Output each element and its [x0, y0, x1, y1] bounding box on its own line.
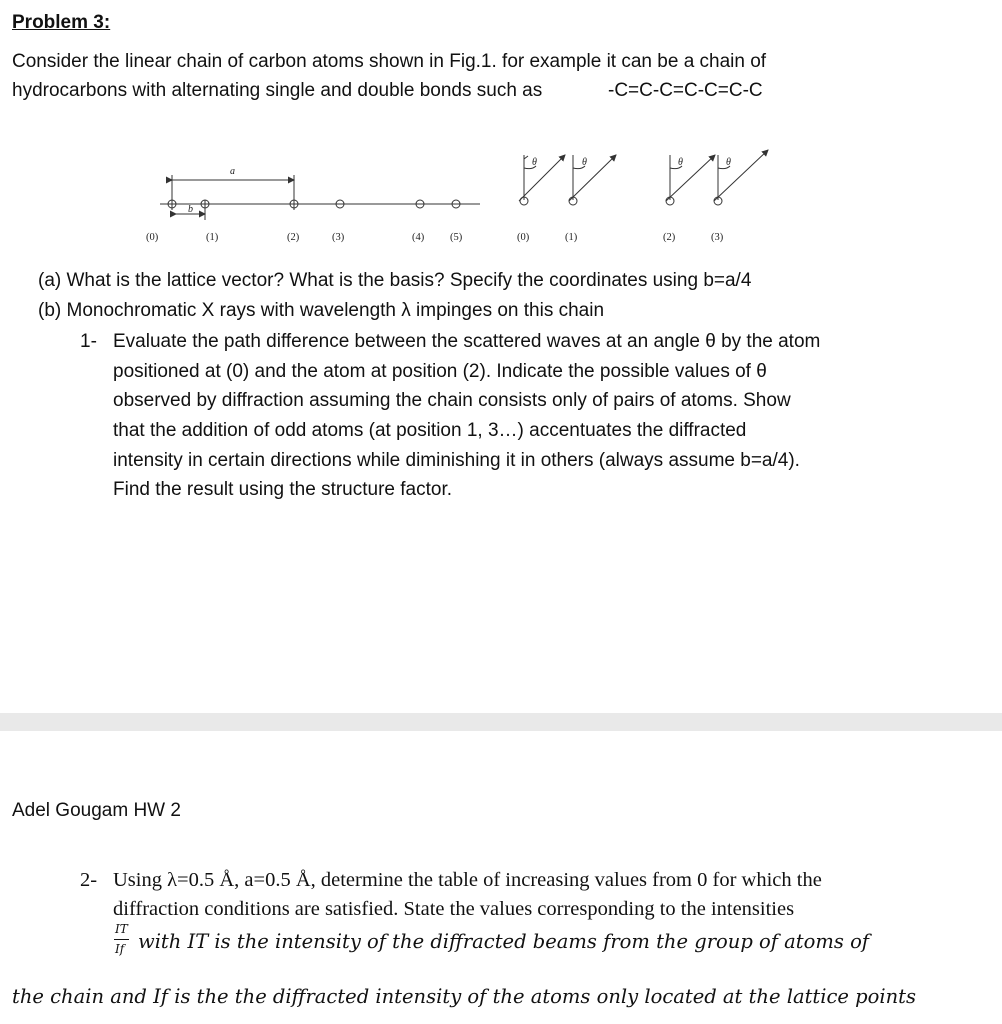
- pos-right-2: (2): [663, 232, 676, 243]
- item-1-line: observed by diffraction assuming the chain consists only of pairs of atoms. Show: [113, 390, 791, 411]
- label-theta-2: θ: [678, 157, 683, 168]
- item-2-line-2: diffraction conditions are satisfied. State the values corresponding to the intensities: [113, 898, 795, 920]
- footer-author: Adel Gougam HW 2: [12, 800, 181, 821]
- pos-left-3: (3): [332, 232, 345, 243]
- pos-left-2: (2): [287, 232, 300, 243]
- problem-title: Problem 3:: [12, 12, 111, 33]
- pos-right-3: (3): [711, 232, 724, 243]
- part-a-question: (a) What is the lattice vector? What is the basis? Specify the coordinates using b=a/4: [38, 270, 752, 291]
- pos-left-1: (1): [206, 232, 219, 243]
- intro-line-1: Consider the linear chain of carbon atoms shown in Fig.1. for example it can be a chain of: [12, 51, 767, 72]
- item-1-marker: 1-: [80, 331, 97, 352]
- part-b-question: (b) Monochromatic X rays with wavelength λ impinges on this chain: [38, 300, 605, 321]
- pos-left-5: (5): [450, 232, 463, 243]
- chain-figure: [0, 140, 1002, 250]
- pos-right-0: (0): [517, 232, 530, 243]
- label-theta-3: θ: [726, 157, 731, 168]
- label-a: a: [230, 166, 235, 177]
- intro-line-2: hydrocarbons with alternating single and double bonds such as: [12, 80, 543, 101]
- label-theta-1: θ: [582, 157, 587, 168]
- ratio-numerator: IT: [115, 922, 128, 936]
- item-1-line: positioned at (0) and the atom at position (2). Indicate the possible values of θ: [113, 361, 767, 382]
- item-2-line-4: the chain and If is the the diffracted intensity of the atoms only located at the lattice points: [12, 985, 917, 1008]
- label-theta-0: θ: [532, 157, 537, 168]
- pos-left-4: (4): [412, 232, 425, 243]
- intensity-ratio-fraction: [113, 920, 133, 966]
- pos-left-0: (0): [146, 232, 159, 243]
- item-2-line-3: with IT is the intensity of the diffracted beams from the group of atoms of: [138, 930, 870, 953]
- pos-right-1: (1): [565, 232, 578, 243]
- item-1-line: that the addition of odd atoms (at position 1, 3…) accentuates the diffracted: [113, 420, 747, 441]
- page-divider: [0, 713, 1002, 731]
- label-b: b: [188, 204, 193, 215]
- chain-formula: -C=C-C=C-C=C-C: [608, 80, 763, 101]
- ratio-denominator: If: [115, 942, 125, 956]
- fraction-bar: [114, 939, 129, 940]
- item-2-marker: 2-: [80, 869, 98, 891]
- item-1-line: intensity in certain directions while diminishing it in others (always assume b=a/4).: [113, 450, 800, 471]
- item-2-line-1: Using λ=0.5 Å, a=0.5 Å, determine the table of increasing values from 0 for which the: [113, 869, 822, 891]
- item-1-line: Find the result using the structure factor.: [113, 479, 453, 500]
- item-1-line: Evaluate the path difference between the scattered waves at an angle θ by the atom: [113, 331, 821, 352]
